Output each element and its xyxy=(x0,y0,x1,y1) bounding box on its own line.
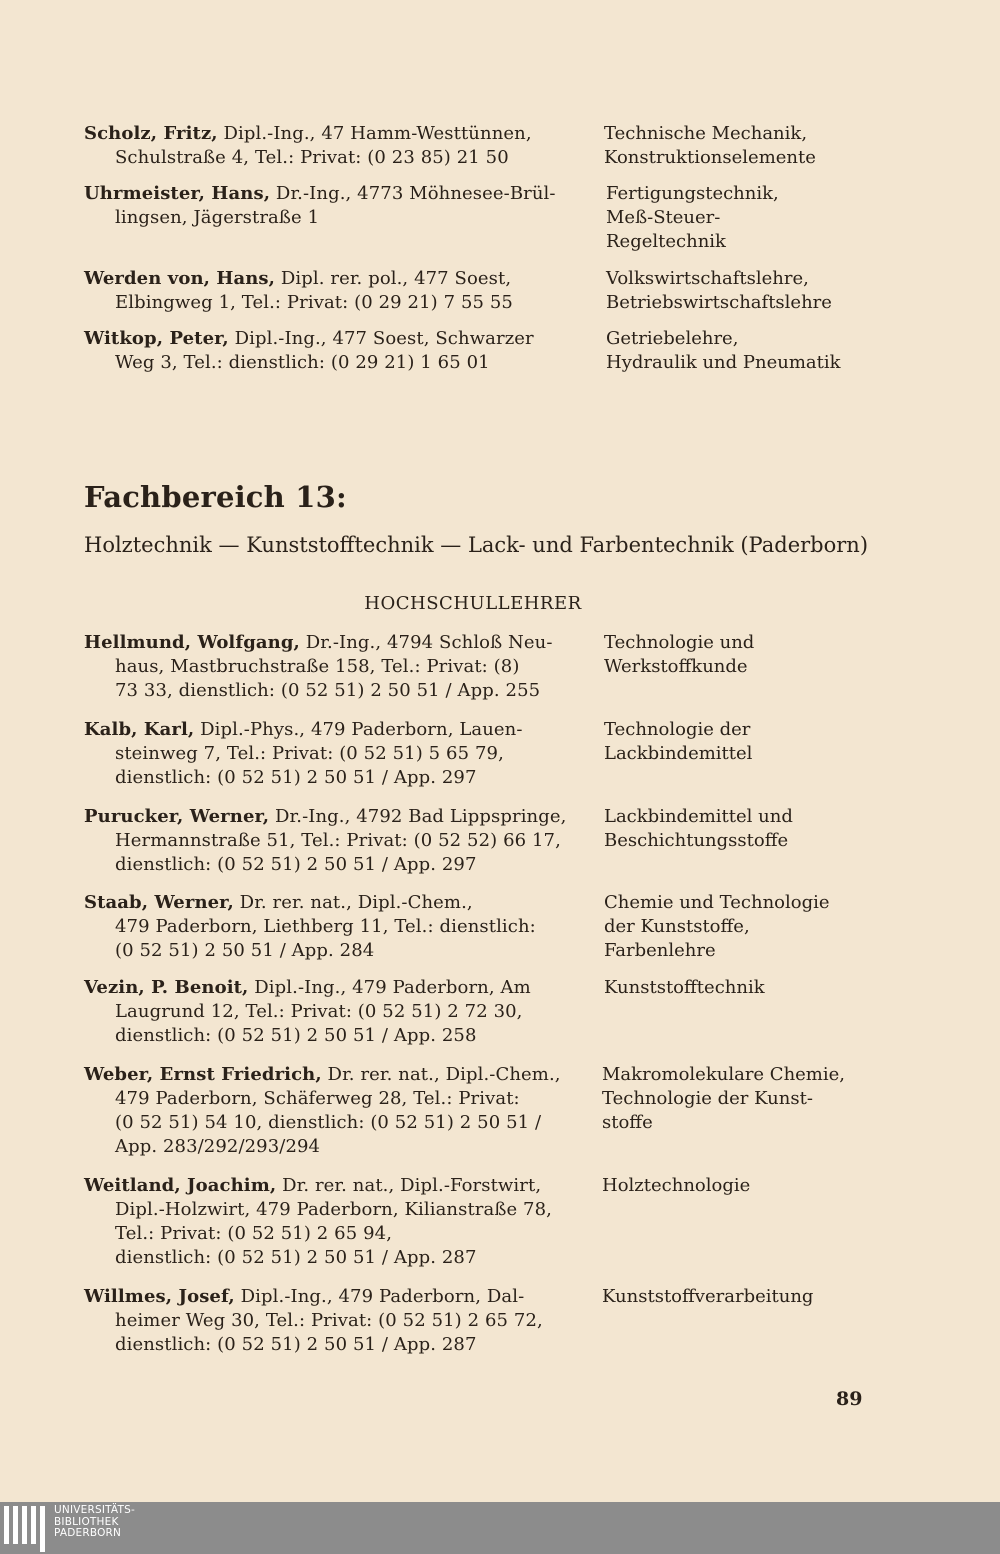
subject-area: Kunststofftechnik xyxy=(604,977,765,998)
person-address: Staab, Werner, Dr. rer. nat., Dipl.-Chem., 479 Paderborn, Liethberg 11, Tel.: dienstlich: (0 52 51) 2 50 51 / App. 284 xyxy=(84,892,536,961)
person-name: Weitland, Joachim, xyxy=(84,1175,277,1196)
person-name: Hellmund, Wolfgang, xyxy=(84,632,300,653)
person-address: Scholz, Fritz, Dipl.-Ing., 47 Hamm-Westtünnen, Schulstraße 4, Tel.: Privat: (0 23 85) 21 50 xyxy=(84,123,532,168)
subject-area: Lackbindemittel und Beschichtungsstoffe xyxy=(604,806,793,851)
person-name: Kalb, Karl, xyxy=(84,719,195,740)
library-logo-icon xyxy=(2,1506,48,1552)
subject-area: Volkswirtschaftslehre, Betriebswirtschaftslehre xyxy=(606,268,832,313)
person-address: Weitland, Joachim, Dr. rer. nat., Dipl.-Forstwirt, Dipl.-Holzwirt, 479 Paderborn, Kilianstraße 78, Tel.: Privat: (0 52 51) 2 65 94, dienstlich: (0 52 51) 2 50 51 / App. 287 xyxy=(84,1175,552,1268)
subject-area: Kunststoffverarbeitung xyxy=(602,1286,814,1307)
person-name: Werden von, Hans, xyxy=(84,268,276,289)
person-name: Weber, Ernst Friedrich, xyxy=(84,1064,322,1085)
person-address: Vezin, P. Benoit, Dipl.-Ing., 479 Paderborn, Am Laugrund 12, Tel.: Privat: (0 52 51) 2 72 30, dienstlich: (0 52 51) 2 50 51 / App. 258 xyxy=(84,977,531,1046)
subject-area: Holztechnologie xyxy=(602,1175,751,1196)
person-name: Scholz, Fritz, xyxy=(84,123,218,144)
person-address: Werden von, Hans, Dipl. rer. pol., 477 Soest, Elbingweg 1, Tel.: Privat: (0 29 21) 7 55 55 xyxy=(84,268,513,313)
subject-area: Technische Mechanik, Konstruktionselemente xyxy=(604,123,816,168)
subject-area: Technologie der Lackbindemittel xyxy=(604,719,753,764)
person-name: Staab, Werner, xyxy=(84,892,234,913)
person-address: Uhrmeister, Hans, Dr.-Ing., 4773 Möhnesee-Brül- lingsen, Jägerstraße 1 xyxy=(84,183,556,228)
person-address: Hellmund, Wolfgang, Dr.-Ing., 4794 Schloß Neu- haus, Mastbruchstraße 158, Tel.: Privat: (8) 73 33, dienstlich: (0 52 51) 2 50 51 / App. 255 xyxy=(84,632,553,701)
library-name: UNIVERSITÄTS- BIBLIOTHEK PADERBORN xyxy=(54,1504,135,1539)
subject-area: Makromolekulare Chemie, Technologie der Kunst- stoffe xyxy=(602,1064,846,1133)
person-name: Vezin, P. Benoit, xyxy=(84,977,249,998)
person-address: Weber, Ernst Friedrich, Dr. rer. nat., Dipl.-Chem., 479 Paderborn, Schäferweg 28, Tel.: Privat: (0 52 51) 54 10, dienstlich: (0 52 51) 2 50 51 / App. 283/292/293/294 xyxy=(84,1064,561,1157)
person-name: Witkop, Peter, xyxy=(84,328,229,349)
person-name: Willmes, Josef, xyxy=(84,1286,235,1307)
person-name: Uhrmeister, Hans, xyxy=(84,183,271,204)
person-address: Purucker, Werner, Dr.-Ing., 4792 Bad Lippspringe, Hermannstraße 51, Tel.: Privat: (0 52 52) 66 17, dienstlich: (0 52 51) 2 50 51 / App. 297 xyxy=(84,806,567,875)
page-title: Fachbereich 13: xyxy=(84,480,347,514)
subject-area: Chemie und Technologie der Kunststoffe, Farbenlehre xyxy=(604,892,830,961)
person-name: Purucker, Werner, xyxy=(84,806,270,827)
page-number: 89 xyxy=(836,1388,863,1410)
person-address: Kalb, Karl, Dipl.-Phys., 479 Paderborn, Lauen- steinweg 7, Tel.: Privat: (0 52 51) 5 65 79, dienstlich: (0 52 51) 2 50 51 / App. 297 xyxy=(84,719,523,788)
person-address: Willmes, Josef, Dipl.-Ing., 479 Paderborn, Dal- heimer Weg 30, Tel.: Privat: (0 52 51) 2 65 72, dienstlich: (0 52 51) 2 50 51 / App. 287 xyxy=(84,1286,543,1355)
library-footer xyxy=(0,1502,1000,1554)
subject-area: Getriebelehre, Hydraulik und Pneumatik xyxy=(606,328,841,373)
page-subtitle: Holztechnik — Kunststofftechnik — Lack- und Farbentechnik (Paderborn) xyxy=(84,533,869,557)
section-heading: HOCHSCHULLEHRER xyxy=(364,593,582,614)
subject-area: Technologie und Werkstoffkunde xyxy=(604,632,755,677)
subject-area: Fertigungstechnik, Meß-Steuer- Regeltechnik xyxy=(606,183,779,252)
person-address: Witkop, Peter, Dipl.-Ing., 477 Soest, Schwarzer Weg 3, Tel.: dienstlich: (0 29 21) 1 65 01 xyxy=(84,328,534,373)
